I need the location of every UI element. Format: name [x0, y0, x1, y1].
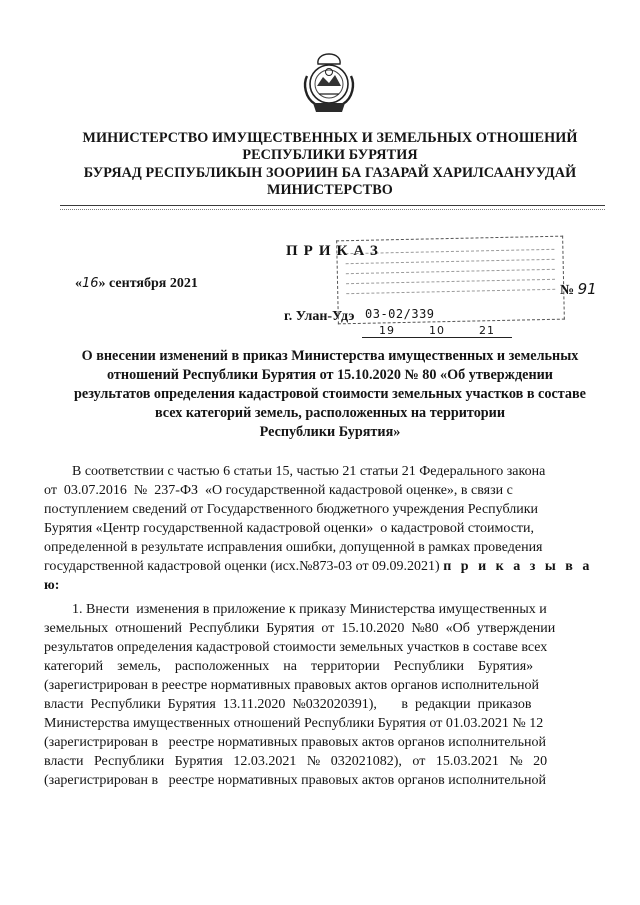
stamp-faded-line [346, 289, 555, 294]
date-close-quote: » [98, 276, 106, 291]
order-title-line: результатов определения кадастровой стоимости земельных участков в составе [74, 386, 586, 402]
order-word: п р и к а з ы в а [443, 559, 593, 574]
order-word-end: ю: [44, 578, 60, 593]
ministry-name-line: РЕСПУБЛИКИ БУРЯТИЯ [242, 147, 418, 163]
registration-year: 21 [462, 324, 512, 338]
body-line: 1. Внести изменения в приложение к приказу Министерства имущественных и [44, 602, 547, 617]
registration-date [362, 324, 512, 338]
date-day-handwritten: 16 [82, 276, 99, 291]
body-line: власти Республики Бурятия 13.11.2020 №032020391), в редакции приказов [44, 697, 532, 712]
order-title-line: О внесении изменений в приказ Министерства имущественных и земельных [81, 348, 579, 364]
body-line: от 03.07.2016 № 237-ФЗ «О государственной кадастровой оценке», в связи с [44, 483, 513, 498]
order-title-line: всех категорий земель, расположенных на территории [154, 405, 506, 421]
document-type: ПРИКАЗ [286, 243, 384, 259]
body-line: В соответствии с частью 6 статьи 15, частью 21 статьи 21 Федерального закона [44, 464, 546, 479]
date-open-quote: « [75, 276, 82, 291]
body-line: власти Республики Бурятия 12.03.2021 № 032021082), от 15.03.2021 № 20 [44, 754, 548, 769]
ministry-name-line: БУРЯАД РЕСПУБЛИКЫН ЗООРИИН БА ГАЗАРАЙ ХАРИЛСААНУУДАЙ [83, 165, 577, 181]
body-line [44, 558, 604, 576]
ministry-name-line: МИНИСТЕРСТВО ИМУЩЕСТВЕННЫХ И ЗЕМЕЛЬНЫХ ОТНОШЕНИЙ [82, 130, 578, 146]
document-number [560, 280, 597, 299]
ministry-name-line: МИНИСТЕРСТВО [267, 182, 393, 198]
body-line: результатов определения кадастровой стоимости земельных участков в составе всех [44, 640, 548, 655]
body-line: поступлением сведений от Государственного бюджетного учреждения Республики [44, 502, 539, 517]
body-line: (зарегистрирован в реестре нормативных правовых актов органов исполнительной [44, 678, 539, 693]
header-divider [60, 205, 605, 206]
body-line: Министерства имущественных отношений Республики Бурятия от 01.03.2021 № 12 [44, 716, 544, 731]
number-prefix: № [560, 283, 575, 298]
registration-number: 03-02/339 [365, 307, 435, 321]
body-line: Бурятия «Центр государственной кадастровой оценки» о кадастровой стоимости, [44, 521, 535, 536]
order-title-line: Республики Бурятия» [259, 424, 401, 440]
document-date [75, 276, 198, 292]
body-line-text: государственной кадастровой оценки (исх.№873-03 от 09.09.2021) [44, 559, 440, 574]
coat-of-arms-emblem-icon [299, 50, 359, 116]
body-line: категорий земель, расположенных на территории Республики Бурятия» [44, 659, 534, 674]
stamp-faded-line [346, 279, 555, 284]
date-month-year: сентября 2021 [105, 276, 198, 291]
body-line: (зарегистрирован в реестре нормативных правовых актов органов исполнительной [44, 735, 546, 750]
registration-day: 19 [362, 324, 412, 338]
order-title-line: отношений Республики Бурятия от 15.10.2020 № 80 «Об утверждении [107, 367, 553, 383]
body-line: определенной в результате исправления ошибки, допущенной в рамках проведения [44, 540, 543, 555]
number-handwritten: 91 [577, 280, 597, 298]
header-divider-dotted [60, 209, 605, 210]
body-line: (зарегистрирован в реестре нормативных правовых актов органов исполнительной [44, 773, 546, 788]
stamp-faded-line [346, 269, 555, 274]
document-city: г. Улан-Удэ [284, 309, 355, 324]
body-line: земельных отношений Республики Бурятия от 15.10.2020 №80 «Об утверждении [44, 621, 556, 636]
registration-month: 10 [412, 324, 462, 338]
